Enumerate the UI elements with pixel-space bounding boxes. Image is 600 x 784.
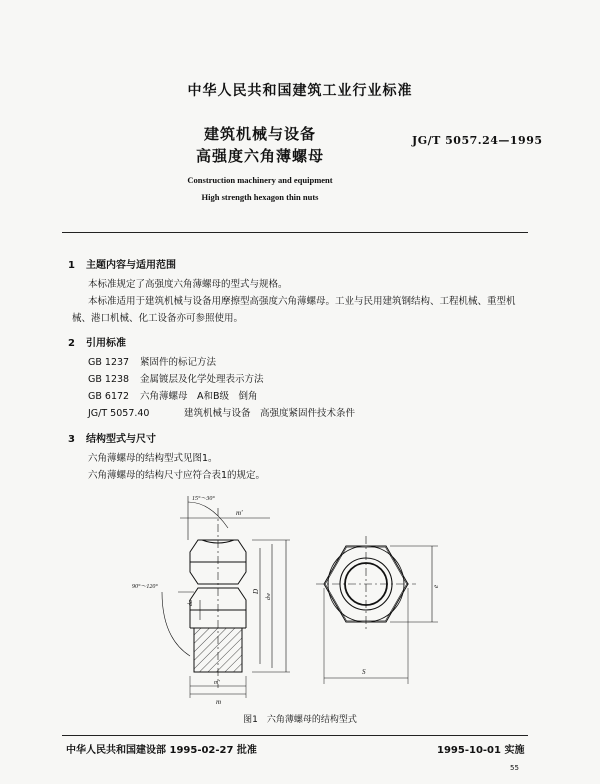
reference-code: GB 6172 [88,391,130,402]
reference-title: 金属镀层及化学处理表示方法 [140,374,264,385]
standard-code: JG/T 5057.24—1995 [412,134,543,147]
m-label: m [216,698,222,706]
reference-title: 紧固件的标记方法 [140,357,217,368]
title-english-line-2: High strength hexagon thin nuts [201,192,319,202]
section-1-paragraph-2: 本标准适用于建筑机械与设备用摩擦型高强度六角薄螺母。工业与民用建筑钢结构、工程机械、重型机械、港口机械、化工设备亦可参照使用。 [72,296,516,324]
s-label: S [362,668,366,676]
title-line-2: 高强度六角薄螺母 [195,147,324,165]
section-3-paragraph-1: 六角薄螺母的结构型式见图1。 [88,453,218,464]
figure-caption: 图1 六角薄螺母的结构型式 [243,715,357,725]
section-title: 引用标准 [86,338,126,349]
section-1-paragraph-1: 本标准规定了高强度六角薄螺母的型式与规格。 [88,279,288,290]
da-label: da [188,600,194,606]
section-number: 1 [68,260,75,271]
reference-row [88,371,264,385]
m-prime-bottom-label: m' [214,680,220,686]
reference-code: GB 1238 [88,374,130,385]
section-number: 2 [68,338,75,349]
section-title: 结构型式与尺寸 [86,434,156,445]
header-divider [62,232,528,233]
reference-code: JG/T 5057.40 [88,408,150,419]
D-label: D [252,588,260,594]
reference-code: GB 1237 [88,357,130,368]
reference-title: 建筑机械与设备 高强度紧固件技术条件 [184,408,356,419]
section-1-heading [68,256,176,271]
reference-title: 六角薄螺母 A和B级 倒角 [140,391,258,402]
top-view [316,536,438,684]
section-3-paragraph-2: 六角薄螺母的结构尺寸应符合表1的规定。 [88,470,266,481]
figure-hex-nut-drawing [120,488,480,710]
e-label: e [432,584,440,588]
title-line-1: 建筑机械与设备 [203,125,316,143]
reference-row [88,354,216,368]
issued-by: 中华人民共和国建设部 1995-02-27 批准 [66,745,257,756]
title-english-line-1: Construction machinery and equipment [187,175,333,185]
reference-row [88,388,258,402]
reference-row [88,405,355,419]
section-number: 3 [68,434,75,445]
footer-divider [62,735,528,736]
section-title: 主题内容与适用范围 [86,260,176,271]
angle-top-label: 15°～30° [192,496,215,502]
page-number: 55 [510,764,519,772]
standard-body-header: 中华人民共和国建筑工业行业标准 [187,83,413,99]
section-3-heading [68,430,156,445]
dw-label: dw [266,592,272,600]
angle-left-label: 90°～120° [132,584,158,590]
effective-date: 1995-10-01 实施 [437,745,525,756]
m-prime-top-label: m' [236,509,243,517]
section-2-heading [68,334,126,349]
